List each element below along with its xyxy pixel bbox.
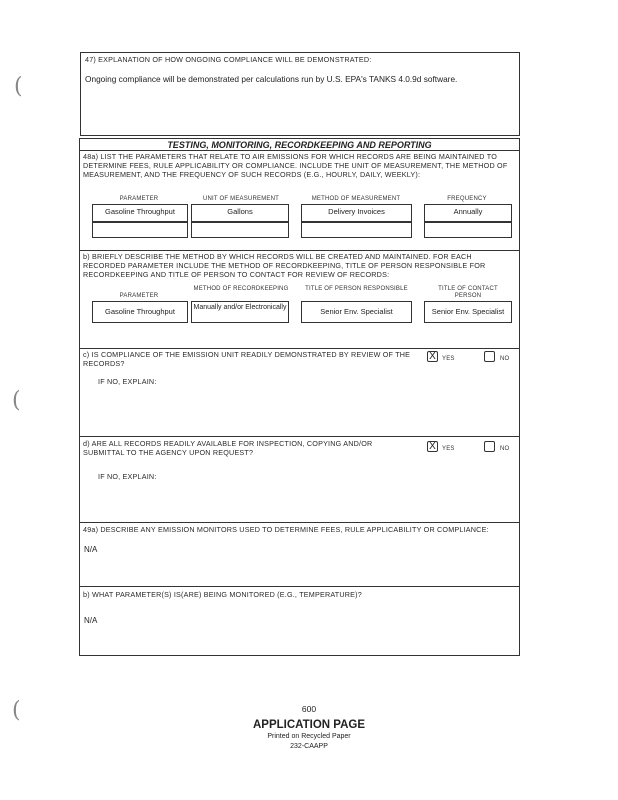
q48a-unit-cell[interactable]: Gallons xyxy=(191,204,289,222)
divider xyxy=(80,348,519,349)
divider xyxy=(80,522,519,523)
q48c-yes-label: YES xyxy=(442,356,455,362)
q48b-header-contact: TITLE OF CONTACT PERSON xyxy=(438,286,498,299)
scan-mark: ( xyxy=(14,74,23,99)
q47-box xyxy=(80,52,520,136)
q48d-explain-label: IF NO, EXPLAIN: xyxy=(98,472,157,481)
footer-line2: 232-CAAPP xyxy=(290,743,328,750)
q48a-header-frequency: FREQUENCY xyxy=(447,196,487,202)
q48c-explain-label: IF NO, EXPLAIN: xyxy=(98,377,157,386)
scan-mark: ( xyxy=(12,388,21,413)
q48a-empty-cell[interactable] xyxy=(191,222,289,238)
q48d-yes-label: YES xyxy=(442,446,455,452)
divider xyxy=(80,150,519,151)
q48a-header-unit: UNIT OF MEASUREMENT xyxy=(202,196,280,202)
q48a-empty-cell[interactable] xyxy=(424,222,512,238)
footer-title: APPLICATION PAGE xyxy=(252,719,366,731)
q49b-text: b) WHAT PARAMETER(S) IS(ARE) BEING MONITORED (E.G., TEMPERATURE)? xyxy=(83,590,362,599)
q48b-method-cell[interactable]: Manually and/or Electronically xyxy=(191,301,289,323)
q48a-parameter-cell[interactable]: Gasoline Throughput xyxy=(92,204,188,222)
q48b-text: b) BRIEFLY DESCRIBE THE METHOD BY WHICH RECORDS WILL BE CREATED AND MAINTAINED. FOR EACH RECORDED PARAMETER INCLUDE THE METHOD OF RECORDKEEPING, TITLE OF PERSON RESPONSIBLE FOR RECORDKEEPING AND TITLE OF PERSON TO CONTACT FOR REVIEW OF RECORDS: xyxy=(83,252,486,279)
divider xyxy=(80,250,519,251)
q48b-responsible-cell[interactable]: Senior Env. Specialist xyxy=(301,301,412,323)
q48a-text: 48a) LIST THE PARAMETERS THAT RELATE TO AIR EMISSIONS FOR WHICH RECORDS ARE BEING MAINTAINED TO DETERMINE FEES, RULE APPLICABILITY OR COMPLIANCE. INCLUDE THE UNIT OF MEASUREMENT, THE METHOD OF MEASUREMENT, AND THE FREQUENCY OF SUCH RECORDS (E.G., HOURLY, DAILY, WEEKLY): xyxy=(83,152,508,179)
q48b-header-method: METHOD OF RECORDKEEPING xyxy=(193,286,289,292)
q48c-no-checkbox[interactable] xyxy=(484,351,495,362)
q47-answer[interactable]: Ongoing compliance will be demonstrated per calculations run by U.S. EPA's TANKS 4.0.9d software. xyxy=(85,74,458,84)
divider xyxy=(80,586,519,587)
page-number: 600 xyxy=(301,704,317,714)
q48d-text: d) ARE ALL RECORDS READILY AVAILABLE FOR INSPECTION, COPYING AND/OR SUBMITTAL TO THE AGENCY UPON REQUEST? xyxy=(83,439,373,457)
q48a-header-method: METHOD OF MEASUREMENT xyxy=(311,196,401,202)
q48d-yes-checkbox[interactable]: X xyxy=(427,441,438,452)
q48a-empty-cell[interactable] xyxy=(92,222,188,238)
footer-line1: Printed on Recycled Paper xyxy=(267,733,351,740)
q48b-parameter-cell[interactable]: Gasoline Throughput xyxy=(92,301,188,323)
q48c-yes-checkbox[interactable]: X xyxy=(427,351,438,362)
q49a-text: 49a) DESCRIBE ANY EMISSION MONITORS USED TO DETERMINE FEES, RULE APPLICABILITY OR COMPLIANCE: xyxy=(83,525,489,534)
scan-mark: ( xyxy=(12,698,21,723)
q48a-header-parameter: PARAMETER xyxy=(119,196,159,202)
q47-label: 47) EXPLANATION OF HOW ONGOING COMPLIANCE WILL BE DEMONSTRATED: xyxy=(85,55,372,64)
q48b-contact-cell[interactable]: Senior Env. Specialist xyxy=(424,301,512,323)
section-title: TESTING, MONITORING, RECORDKEEPING AND REPORTING xyxy=(167,140,432,150)
q48d-no-label: NO xyxy=(500,446,510,452)
q49a-answer[interactable]: N/A xyxy=(84,545,98,554)
q49b-answer[interactable]: N/A xyxy=(84,616,98,625)
q48b-header-responsible: TITLE OF PERSON RESPONSIBLE xyxy=(305,286,408,292)
testing-section xyxy=(79,138,520,656)
q48b-header-parameter: PARAMETER xyxy=(119,293,159,299)
q48d-no-checkbox[interactable] xyxy=(484,441,495,452)
q48a-empty-cell[interactable] xyxy=(301,222,412,238)
q48a-frequency-cell[interactable]: Annually xyxy=(424,204,512,222)
q48c-text: c) IS COMPLIANCE OF THE EMISSION UNIT READILY DEMONSTRATED BY REVIEW OF THE RECORDS? xyxy=(83,350,411,368)
divider xyxy=(80,436,519,437)
q48a-method-cell[interactable]: Delivery Invoices xyxy=(301,204,412,222)
q48c-no-label: NO xyxy=(500,356,510,362)
